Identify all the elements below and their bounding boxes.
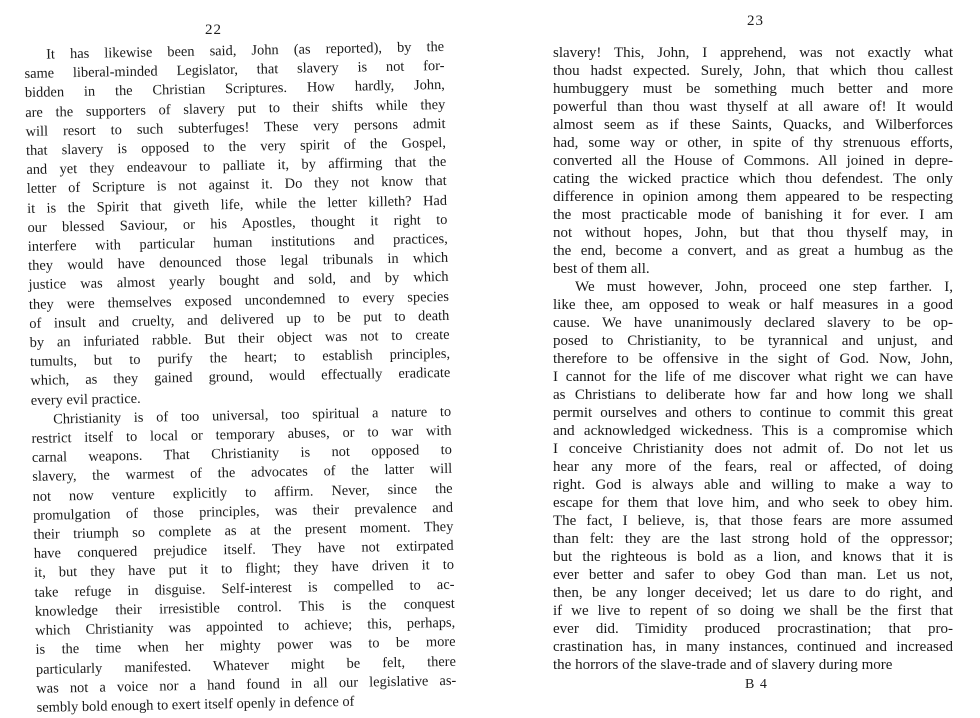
text-line: and acknowledged wickedness. This is a compromise which bbox=[553, 423, 953, 439]
text-line: which, as they gained ground, would effectually eradicate bbox=[30, 365, 451, 390]
text-line: tumults, but to purify the heart; to establish principles, bbox=[29, 346, 451, 371]
text-line: humbuggery must be something much better and more bbox=[553, 81, 953, 97]
text-line: are the supporters of slavery put to their shifts while they bbox=[25, 96, 446, 121]
text-line: interfere with particular human institutions and practices, bbox=[27, 230, 448, 255]
text-line: It has likewise been said, John (as reported), by the bbox=[46, 38, 445, 63]
text-line: ever better and safer to obey God than man. Let us not, bbox=[553, 567, 953, 583]
text-line: they were themselves exposed uncondemned to every species bbox=[28, 288, 450, 313]
text-line: the end, become a convert, and as great a humbug as the bbox=[553, 243, 953, 259]
text-line: the horrors of the slave-trade and of slavery during more bbox=[553, 657, 893, 673]
text-line: but the righteous is bold as a lion, and knows that it is bbox=[553, 549, 953, 565]
text-line: almost seem as if these Saints, Quacks, and Wilberforces bbox=[553, 117, 953, 133]
text-line: therefore to be offensive in the sight of God. Now, John, bbox=[553, 351, 953, 367]
text-line: knowledge their irresistible control. This is the conquest bbox=[34, 595, 455, 620]
signature-mark: B 4 bbox=[745, 677, 768, 692]
text-line: our blessed Saviour, or his Apostles, thought it right to bbox=[27, 211, 448, 236]
text-line: and yet they endeavour to palliate it, by affirming that the bbox=[26, 154, 447, 179]
text-line: hear any more of the fears, real or affected, of doing bbox=[553, 459, 953, 475]
text-line: converted all the House of Commons. All joined in depre- bbox=[553, 153, 953, 169]
text-line: which Christianity was appointed to achieve; this, perhaps, bbox=[35, 614, 456, 639]
text-line: cating the wicked practice which thou defendest. The only bbox=[553, 171, 953, 187]
text-line: permit ourselves and others to continue to commit this great bbox=[553, 405, 953, 421]
page-number: 22 bbox=[205, 22, 222, 38]
text-line: The fact, I believe, is, that those fears are more assumed bbox=[553, 513, 953, 529]
text-line: they would have denounced those legal tribunals in which bbox=[28, 250, 449, 275]
text-line: is the time when her mighty power was to be more bbox=[35, 634, 456, 659]
text-line: it is the Spirit that giveth life, while the letter killeth? Had bbox=[26, 192, 448, 217]
text-line: every evil practice. bbox=[30, 390, 141, 409]
text-line: carnal weapons. That Christianity is not opposed to bbox=[31, 442, 452, 467]
text-line: promulgation of those principles, was their prevalence and bbox=[32, 499, 454, 524]
right-page-text bbox=[553, 44, 953, 674]
text-line: bidden in the Christian Scriptures. How hardly, John, bbox=[24, 77, 445, 102]
text-line: restrict itself to local or temporary abuses, or to war with bbox=[31, 422, 452, 447]
text-line: crastination has, in many instances, continued and increased bbox=[553, 639, 953, 655]
text-line: by an infuriated rabble. But their object was not to create bbox=[29, 326, 450, 351]
text-line: that slavery is opposed to the very spirit of the Gospel, bbox=[25, 134, 447, 159]
text-line: was not a voice nor a hand found in all our legislative as- bbox=[36, 672, 457, 697]
text-line: have conquered prejudice itself. They have not extirpated bbox=[33, 538, 454, 563]
text-line: as Christians to deliberate how far and how long we shall bbox=[553, 387, 953, 403]
text-line: had, some way or other, in spite of thy strenuous efforts, bbox=[553, 135, 953, 151]
text-line: sembly bold enough to exert itself openly in defence of bbox=[36, 693, 355, 716]
text-line: take refuge in disguise. Self-interest is compelled to ac- bbox=[34, 576, 455, 601]
text-line: escape for them that love him, and who seek to obey him. bbox=[553, 495, 953, 511]
text-line: their triumph so complete as at the present moment. They bbox=[33, 518, 454, 543]
text-line: cause. We have unanimously declared slavery to be op- bbox=[553, 315, 953, 331]
text-line: the most practicable mode of banishing it for ever. I am bbox=[553, 207, 953, 223]
text-line: slavery! This, John, I apprehend, was not exactly what bbox=[553, 45, 953, 61]
text-line: particularly manifested. Whatever might be felt, there bbox=[35, 653, 457, 678]
text-line: powerful than thou wast thyself at all aware of! It would bbox=[553, 99, 953, 115]
text-line: ever did. Timidity produced procrastination; that pro- bbox=[553, 621, 953, 637]
right-page bbox=[490, 0, 980, 710]
text-line: letter of Scripture is not against it. Do they not know that bbox=[26, 173, 447, 198]
text-line: We must however, John, proceed one step farther. I, bbox=[575, 279, 953, 295]
text-line: then, be any longer deceived; let us dare to do right, and bbox=[553, 585, 953, 601]
left-page-text bbox=[24, 38, 457, 718]
text-line: like thee, am opposed to weak or half measures in a good bbox=[553, 297, 953, 313]
text-line: I cannot for the life of me discover what right we can have bbox=[553, 369, 953, 385]
page-number: 23 bbox=[747, 13, 764, 29]
text-line: best of them all. bbox=[553, 261, 650, 277]
text-line: I conceive Christianity does not admit of. Do not let us bbox=[553, 441, 953, 457]
text-line: justice was almost yearly bought and sold, and by which bbox=[28, 269, 449, 294]
text-line: of insult and cruelty, and delivered up to be put to death bbox=[29, 307, 450, 332]
text-line: than felt: they are the last strong hold of the oppressor; bbox=[553, 531, 953, 547]
text-line: thou hadst expected. Surely, John, that which thou callest bbox=[553, 63, 953, 79]
left-page bbox=[0, 0, 490, 716]
text-line: will resort to such subterfuges! These very persons admit bbox=[25, 115, 446, 140]
text-line: right. God is always able and willing to make a way to bbox=[553, 477, 953, 493]
text-line: same liberal-minded Legislator, that slavery is not for- bbox=[24, 58, 445, 83]
text-line: it, but they have put it to flight; they have driven it to bbox=[33, 557, 455, 582]
text-line: slavery, the warmest of the advocates of the latter will bbox=[32, 461, 453, 486]
text-line: not now venture explicitly to affirm. Never, since the bbox=[32, 480, 453, 505]
text-line: posed to Christianity, to be tyrannical and unjust, and bbox=[553, 333, 953, 349]
text-line: Christianity is of too universal, too spiritual a nature to bbox=[53, 403, 452, 428]
text-line: not without hopes, John, but that thou thyself may, in bbox=[553, 225, 953, 241]
text-line: difference in opinion among them appeared to be respecting bbox=[553, 189, 953, 205]
text-line: if we live to repent of so doing we shall be the first that bbox=[553, 603, 953, 619]
